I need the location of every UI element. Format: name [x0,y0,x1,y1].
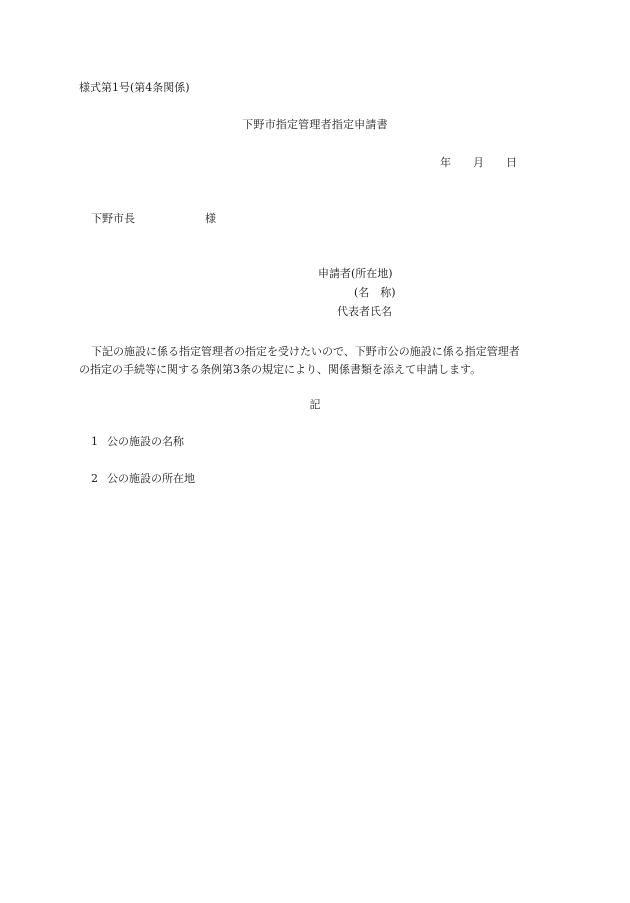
date-year-label: 年 [440,156,451,169]
date-line [440,156,517,170]
body-line-2: の指定の手続等に関する条例第3条の規定により、関係書類を添えて申請します。 [79,363,482,376]
item-label: 公の施設の所在地 [107,472,195,485]
date-day-label: 日 [506,156,517,169]
date-month-label: 月 [473,156,484,169]
item-label: 公の施設の名称 [107,435,184,448]
addressee-honorific: 様 [205,212,216,225]
applicant-address-label: 申請者(所在地) [318,267,393,280]
item-number: 1 [91,435,98,448]
representative-name-label: 代表者氏名 [337,305,392,318]
list-item [91,435,184,449]
document-title: 下野市指定管理者指定申請書 [242,118,388,131]
item-number: 2 [91,472,98,485]
ki-heading: 記 [309,398,321,411]
application-body-text [79,343,559,379]
addressee-name: 下野市長 [91,212,135,225]
list-item [91,472,195,486]
form-number: 様式第1号(第4条関係) [79,81,190,94]
body-line-1: 下記の施設に係る指定管理者の指定を受けたいので、下野市公の施設に係る指定管理者 [91,345,520,358]
applicant-name-label: (名 称) [354,286,396,299]
addressee [91,212,216,226]
